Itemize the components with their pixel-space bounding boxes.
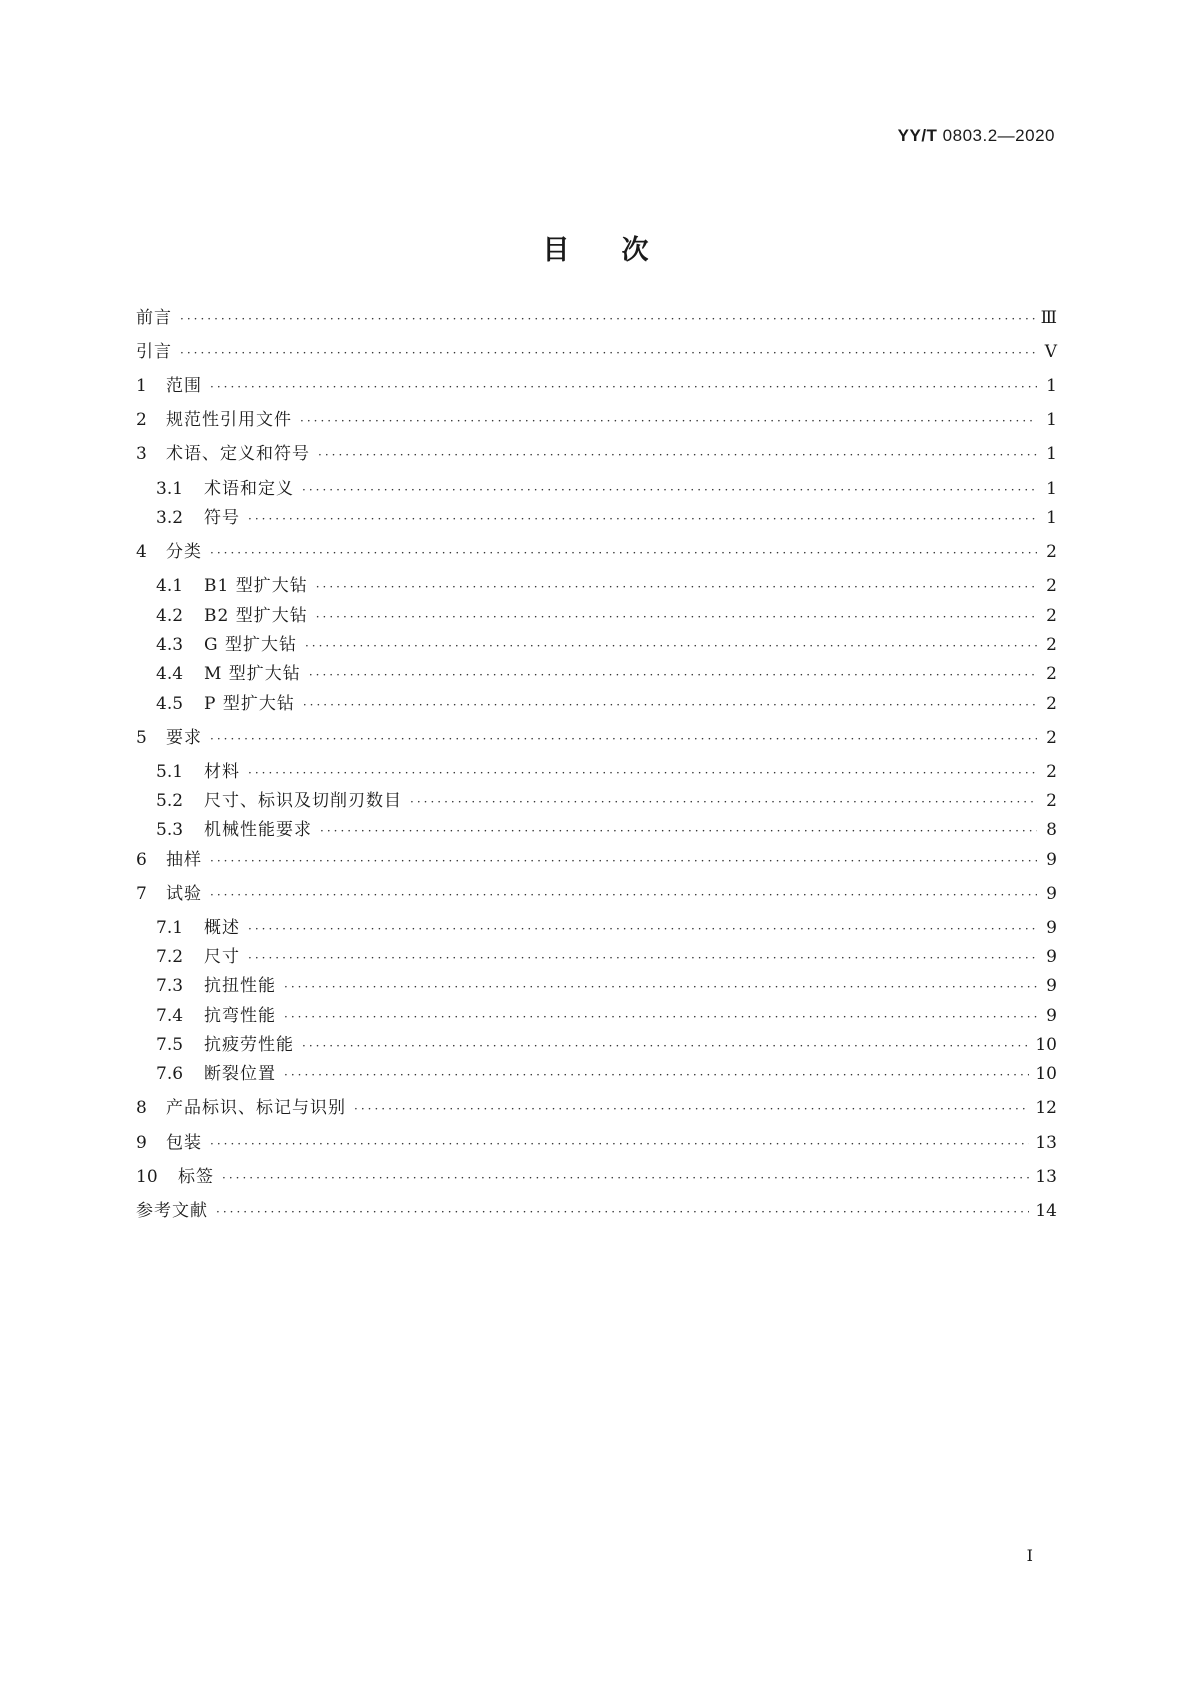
toc-entry[interactable] (156, 506, 1057, 530)
toc-entry-label: 分类 (166, 542, 202, 562)
toc-entry-page: 9 (1046, 918, 1057, 938)
toc-leader-dots (248, 507, 1037, 531)
toc-entry-label: B2 型扩大钻 (204, 606, 308, 626)
toc-entry-page: 1 (1046, 410, 1057, 430)
toc-entry-page: 9 (1046, 850, 1057, 870)
toc-leader-dots (320, 819, 1037, 843)
toc-entry-number: 3 (136, 444, 147, 464)
toc-entry-number: 3.1 (156, 479, 184, 499)
toc-entry[interactable] (156, 760, 1057, 784)
toc-entry-page: 13 (1035, 1167, 1057, 1187)
toc-entry-number: 4.2 (156, 606, 184, 626)
toc-entry-number: 9 (136, 1133, 147, 1153)
toc-entry-number: 7.4 (156, 1006, 184, 1026)
toc-entry-label: 产品标识、标记与识别 (166, 1098, 346, 1118)
toc-entry-page: 1 (1046, 508, 1057, 528)
toc-leader-dots (210, 1132, 1029, 1156)
toc-entry[interactable] (156, 916, 1057, 940)
toc-entry-page: 13 (1035, 1133, 1057, 1153)
toc-entry-label: 规范性引用文件 (166, 410, 292, 430)
toc-entry[interactable] (156, 692, 1057, 716)
toc-entry[interactable] (156, 574, 1057, 598)
toc-entry-number: 7.3 (156, 976, 184, 996)
toc-entry[interactable] (136, 848, 1057, 872)
toc-entry[interactable] (136, 340, 1057, 364)
toc-entry-number: 3.2 (156, 508, 184, 528)
toc-leader-dots (309, 663, 1037, 687)
toc-entry-label: 断裂位置 (204, 1064, 276, 1084)
toc-entry-number: 8 (136, 1098, 147, 1118)
toc-entry-label: 概述 (204, 918, 240, 938)
toc-entry-label: 尺寸 (204, 947, 240, 967)
toc-entry-page: 2 (1046, 542, 1057, 562)
toc-leader-dots (180, 307, 1035, 331)
toc-entry[interactable] (156, 1004, 1057, 1028)
toc-entry-page: 9 (1046, 884, 1057, 904)
toc-entry-number: 5 (136, 728, 147, 748)
toc-entry-page: 2 (1046, 694, 1057, 714)
toc-entry-number: 6 (136, 850, 147, 870)
toc-entry-label: G 型扩大钻 (204, 635, 297, 655)
toc-leader-dots (284, 1063, 1029, 1087)
toc-entry-number: 7.5 (156, 1035, 184, 1055)
toc-entry-page: 8 (1046, 820, 1057, 840)
toc-entry-page: 1 (1046, 376, 1057, 396)
toc-entry[interactable] (136, 1165, 1057, 1189)
toc-entry[interactable] (136, 1131, 1057, 1155)
toc-entry-number: 5.3 (156, 820, 184, 840)
toc-leader-dots (410, 790, 1037, 814)
standard-prefix: YY/T (897, 126, 938, 145)
toc-entry-page: 2 (1046, 791, 1057, 811)
toc-entry-label: 术语、定义和符号 (166, 444, 310, 464)
toc-entry-number: 7.2 (156, 947, 184, 967)
toc-entry-page: 2 (1046, 762, 1057, 782)
toc-leader-dots (303, 693, 1037, 717)
toc-entry-page: 10 (1035, 1035, 1057, 1055)
toc-entry[interactable] (136, 442, 1057, 466)
toc-entry-number: 4.1 (156, 576, 184, 596)
toc-entry-label: 术语和定义 (204, 479, 294, 499)
toc-leader-dots (210, 849, 1037, 873)
toc-entry[interactable] (156, 789, 1057, 813)
toc-leader-dots (318, 443, 1037, 467)
toc-leader-dots (210, 727, 1037, 751)
toc-entry-number: 7.6 (156, 1064, 184, 1084)
toc-entry-page: 12 (1035, 1098, 1057, 1118)
toc-entry-page: 2 (1046, 606, 1057, 626)
toc-entry-label: 尺寸、标识及切削刃数目 (204, 791, 402, 811)
toc-entry-page: 10 (1035, 1064, 1057, 1084)
toc-entry-page: 2 (1046, 635, 1057, 655)
toc-entry-page: 2 (1046, 576, 1057, 596)
toc-entry[interactable] (156, 604, 1057, 628)
toc-entry[interactable] (156, 633, 1057, 657)
standard-code: 0803.2—2020 (942, 126, 1055, 145)
toc-leader-dots (210, 541, 1037, 565)
toc-entry[interactable] (156, 477, 1057, 501)
toc-entry[interactable] (156, 1033, 1057, 1057)
toc-leader-dots (316, 575, 1037, 599)
toc-entry-page: Ⅲ (1040, 308, 1057, 328)
toc-entry-label: 抽样 (166, 850, 202, 870)
toc-entry-page: Ⅴ (1044, 342, 1057, 362)
toc-entry[interactable] (136, 408, 1057, 432)
toc-leader-dots (284, 975, 1037, 999)
toc-entry-label: 抗扭性能 (204, 976, 276, 996)
toc-leader-dots (248, 946, 1037, 970)
toc-entry-label: 机械性能要求 (204, 820, 312, 840)
toc-entry-page: 9 (1046, 976, 1057, 996)
toc-entry-label: 试验 (166, 884, 202, 904)
toc-entry-number: 4.3 (156, 635, 184, 655)
toc-leader-dots (302, 478, 1037, 502)
toc-leader-dots (316, 605, 1037, 629)
toc-entry-page: 9 (1046, 1006, 1057, 1026)
toc-entry-page: 9 (1046, 947, 1057, 967)
toc-entry-page: 1 (1046, 479, 1057, 499)
toc-entry-label: P 型扩大钻 (204, 694, 295, 714)
toc-entry-label: 材料 (204, 762, 240, 782)
toc-entry[interactable] (156, 1062, 1057, 1086)
toc-entry-number: 5.1 (156, 762, 184, 782)
toc-entry-number: 2 (136, 410, 147, 430)
toc-entry-page: 1 (1046, 444, 1057, 464)
page-number: Ⅰ (1026, 1546, 1033, 1565)
toc-entry-label: 符号 (204, 508, 240, 528)
toc-entry-label: 抗疲劳性能 (204, 1035, 294, 1055)
toc-entry-number: 4.5 (156, 694, 184, 714)
toc-entry[interactable] (136, 374, 1057, 398)
toc-entry-page: 14 (1035, 1201, 1057, 1221)
toc-entry-label: 前言 (136, 308, 172, 328)
toc-entry-label: B1 型扩大钻 (204, 576, 308, 596)
toc-leader-dots (302, 1034, 1029, 1058)
toc-entry-number: 4 (136, 542, 147, 562)
toc-entry[interactable] (156, 662, 1057, 686)
toc-leader-dots (248, 761, 1037, 785)
toc-leader-dots (284, 1005, 1037, 1029)
toc-leader-dots (222, 1166, 1029, 1190)
toc-leader-dots (354, 1097, 1029, 1121)
toc-entry[interactable] (156, 974, 1057, 998)
toc-entry-number: 5.2 (156, 791, 184, 811)
toc-leader-dots (300, 409, 1037, 433)
toc-leader-dots (210, 883, 1037, 907)
toc-entry-number: 7.1 (156, 918, 184, 938)
toc-leader-dots (248, 917, 1037, 941)
toc-leader-dots (210, 375, 1037, 399)
toc-entry-label: 标签 (178, 1167, 214, 1187)
toc-entry-page: 2 (1046, 664, 1057, 684)
toc-entry-label: 范围 (166, 376, 202, 396)
toc-entry-label: 抗弯性能 (204, 1006, 276, 1026)
toc-entry[interactable] (136, 540, 1057, 564)
toc-entry-label: 要求 (166, 728, 202, 748)
toc-leader-dots (216, 1200, 1029, 1224)
toc-entry[interactable] (136, 882, 1057, 906)
toc-entry-number: 10 (136, 1167, 158, 1187)
toc-entry[interactable] (136, 1199, 1057, 1223)
toc-entry-number: 7 (136, 884, 147, 904)
toc-entry-label: 参考文献 (136, 1201, 208, 1221)
toc-entry[interactable] (136, 306, 1057, 330)
toc-entry-label: 包装 (166, 1133, 202, 1153)
standard-number (898, 126, 1055, 146)
toc-entry-label: 引言 (136, 342, 172, 362)
toc-entry[interactable] (136, 726, 1057, 750)
page-title: 目次 (542, 235, 701, 266)
toc-entry-page: 2 (1046, 728, 1057, 748)
toc-entry-label: M 型扩大钻 (204, 664, 301, 684)
toc-entry-number: 1 (136, 376, 147, 396)
toc-entry-number: 4.4 (156, 664, 184, 684)
toc-leader-dots (305, 634, 1037, 658)
toc-leader-dots (180, 341, 1037, 365)
toc-entry[interactable] (156, 818, 1057, 842)
toc-entry[interactable] (136, 1096, 1057, 1120)
toc-entry[interactable] (156, 945, 1057, 969)
